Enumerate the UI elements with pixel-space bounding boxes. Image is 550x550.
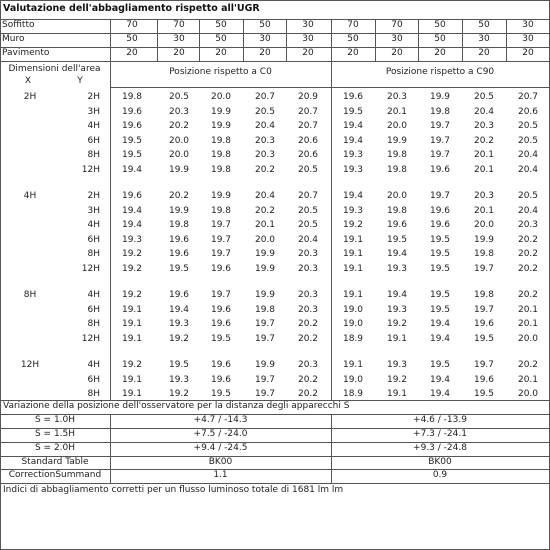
reflectance-value: 70	[126, 20, 138, 30]
reflectance-value: 70	[347, 20, 359, 30]
c90-value: 20.1	[386, 106, 408, 117]
row-y-label: 2H	[87, 92, 100, 102]
c0-value: 19.7	[210, 220, 232, 230]
c0-value: 20.5	[297, 164, 319, 175]
c0-value: 19.6	[168, 234, 190, 245]
grid-line	[462, 19, 463, 61]
reflectance-value: 50	[434, 34, 446, 44]
reflectance-value: 20	[259, 48, 271, 58]
group-x-label: 2H	[23, 92, 37, 102]
c90-value: 19.9	[429, 92, 451, 102]
c0-value: 20.5	[254, 106, 276, 117]
c0-value: 20.2	[297, 389, 319, 399]
reflectance-value: 30	[259, 34, 271, 44]
c0-value: 20.3	[168, 106, 190, 117]
reflectance-label-soffitto: Soffitto	[2, 20, 35, 30]
c90-value: 19.3	[342, 205, 364, 216]
c0-value: 20.3	[254, 150, 276, 160]
dimensions-header: Dimensioni dell'area	[8, 64, 101, 74]
row-y-label: 4H	[87, 220, 100, 230]
c0-value: 20.2	[297, 319, 319, 329]
c0-value: 19.6	[121, 191, 143, 201]
reflectance-value: 30	[391, 34, 403, 44]
c90-value: 19.1	[342, 360, 364, 370]
grid-line	[243, 19, 244, 61]
c90-value: 19.1	[342, 290, 364, 300]
c90-value: 19.5	[473, 333, 495, 344]
row-y-label: 3H	[87, 106, 100, 117]
c90-value: 20.5	[517, 135, 539, 146]
c0-value: 19.9	[210, 106, 232, 117]
c90-value: 19.8	[386, 205, 408, 216]
c90-value: 19.8	[473, 249, 495, 259]
variation-label: S = 1.5H	[34, 429, 76, 439]
c90-value: 19.4	[342, 135, 364, 146]
correction-c0: 1.1	[213, 470, 228, 480]
group-x-label: 8H	[23, 290, 37, 300]
row-y-label: 12H	[81, 333, 100, 344]
c90-value: 19.1	[342, 234, 364, 245]
c0-value: 20.4	[254, 121, 276, 131]
c0-value: 19.6	[121, 106, 143, 117]
footer-note: Indici di abbagliamento corretti per un flusso luminoso totale di 1681 lm lm	[3, 485, 344, 495]
grid-line	[506, 19, 507, 61]
c0-value: 19.8	[210, 205, 232, 216]
c90-value: 19.3	[342, 164, 364, 175]
c0-value: 19.9	[254, 263, 276, 274]
c90-value: 19.5	[429, 234, 451, 245]
c90-value: 19.6	[429, 220, 451, 230]
c0-value: 19.5	[168, 360, 190, 370]
c0-value: 20.2	[168, 191, 190, 201]
reflectance-value: 30	[173, 34, 185, 44]
c90-value: 19.9	[386, 135, 408, 146]
c0-value: 19.7	[254, 319, 276, 329]
c90-value: 19.4	[342, 191, 364, 201]
c0-value: 20.3	[297, 263, 319, 274]
c90-value: 20.0	[386, 191, 408, 201]
grid-line	[110, 87, 549, 88]
c0-value: 19.6	[210, 304, 232, 315]
c0-value: 20.4	[297, 234, 319, 245]
reflectance-value: 50	[215, 20, 227, 30]
reflectance-value: 20	[522, 48, 534, 58]
c90-value: 19.8	[386, 150, 408, 160]
c90-value: 19.5	[386, 234, 408, 245]
c0-value: 20.7	[297, 191, 319, 201]
c90-value: 18.9	[342, 333, 364, 344]
c90-value: 20.2	[473, 135, 495, 146]
c0-value: 19.2	[121, 290, 143, 300]
row-y-label: 8H	[87, 319, 100, 329]
c0-value: 19.8	[210, 164, 232, 175]
c90-value: 20.4	[517, 205, 539, 216]
c0-value: 20.7	[297, 106, 319, 117]
c0-value: 19.9	[168, 205, 190, 216]
c0-value: 20.3	[297, 304, 319, 315]
c0-value: 19.9	[210, 121, 232, 131]
reflectance-value: 20	[391, 48, 403, 58]
c0-value: 20.5	[168, 92, 190, 102]
c0-value: 20.5	[297, 205, 319, 216]
c0-value: 19.2	[168, 389, 190, 399]
reflectance-value: 20	[302, 48, 314, 58]
c90-value: 20.2	[517, 263, 539, 274]
c0-value: 19.9	[254, 290, 276, 300]
grid-line	[375, 19, 376, 61]
c90-value: 20.3	[473, 191, 495, 201]
c0-value: 19.7	[254, 374, 276, 385]
c90-value: 20.1	[473, 150, 495, 160]
grid-line	[286, 19, 287, 61]
variation-c90: +4.6 / -13.9	[413, 415, 467, 425]
c90-value: 19.2	[386, 374, 408, 385]
c90-value: 19.2	[342, 220, 364, 230]
c90-value: 20.1	[473, 205, 495, 216]
row-y-label: 4H	[87, 360, 100, 370]
c90-value: 19.4	[429, 333, 451, 344]
c0-value: 20.5	[297, 220, 319, 230]
c0-value: 19.1	[121, 333, 143, 344]
c0-value: 19.5	[121, 150, 143, 160]
c0-value: 20.3	[297, 290, 319, 300]
c0-value: 19.4	[121, 164, 143, 175]
c90-value: 19.4	[386, 249, 408, 259]
row-y-label: 6H	[87, 374, 100, 385]
c90-header: Posizione rispetto a C90	[385, 67, 495, 77]
c0-value: 19.6	[121, 121, 143, 131]
reflectance-label-pavimento: Pavimento	[2, 48, 50, 58]
c90-value: 19.1	[342, 249, 364, 259]
c0-value: 20.6	[297, 135, 319, 146]
variation-label: S = 1.0H	[34, 415, 76, 425]
c0-value: 20.7	[254, 92, 276, 102]
c90-value: 20.4	[473, 106, 495, 117]
grid-line	[157, 19, 158, 61]
c0-value: 20.2	[297, 374, 319, 385]
reflectance-value: 50	[347, 34, 359, 44]
c90-value: 19.7	[429, 121, 451, 131]
row-y-label: 12H	[81, 263, 100, 274]
c0-value: 19.1	[121, 304, 143, 315]
reflectance-value: 50	[478, 20, 490, 30]
c90-value: 19.5	[429, 249, 451, 259]
c0-value: 19.2	[121, 263, 143, 274]
reflectance-value: 30	[522, 34, 534, 44]
c0-value: 20.3	[254, 135, 276, 146]
c0-value: 20.4	[254, 191, 276, 201]
reflectance-value: 70	[173, 20, 185, 30]
variation-c0: +9.4 / -24.5	[193, 443, 248, 453]
c90-value: 19.2	[386, 319, 408, 329]
grid-line	[418, 19, 419, 61]
c90-value: 18.9	[342, 389, 364, 399]
c90-value: 19.0	[342, 304, 364, 315]
reflectance-value: 20	[434, 48, 446, 58]
c0-value: 19.9	[210, 191, 232, 201]
reflectance-value: 20	[173, 48, 185, 58]
reflectance-value: 30	[302, 34, 314, 44]
c90-value: 19.1	[386, 389, 408, 399]
c0-value: 19.5	[210, 333, 232, 344]
c90-value: 19.7	[473, 263, 495, 274]
c0-value: 19.6	[210, 360, 232, 370]
c0-value: 20.3	[297, 360, 319, 370]
c90-value: 20.3	[517, 220, 539, 230]
c0-value: 20.0	[168, 135, 190, 146]
c90-value: 19.3	[342, 150, 364, 160]
c0-value: 19.2	[121, 249, 143, 259]
c0-value: 19.9	[254, 249, 276, 259]
reflectance-value: 20	[478, 48, 490, 58]
c90-value: 20.5	[517, 121, 539, 131]
c90-value: 20.1	[473, 164, 495, 175]
c90-value: 19.6	[342, 92, 364, 102]
row-y-label: 6H	[87, 234, 100, 245]
c0-value: 19.8	[254, 304, 276, 315]
grid-line	[110, 61, 111, 400]
standard-table-c90: BK00	[428, 457, 452, 467]
c90-value: 20.2	[517, 249, 539, 259]
row-y-label: 3H	[87, 205, 100, 216]
c0-value: 19.1	[121, 389, 143, 399]
c0-value: 20.7	[297, 121, 319, 131]
c90-value: 19.5	[429, 360, 451, 370]
reflectance-value: 30	[522, 20, 534, 30]
c0-value: 19.8	[168, 220, 190, 230]
c90-value: 19.7	[473, 360, 495, 370]
grid-line	[331, 61, 332, 400]
c0-value: 19.3	[121, 234, 143, 245]
c0-value: 19.3	[168, 319, 190, 329]
c90-value: 19.0	[342, 374, 364, 385]
c0-value: 19.8	[210, 135, 232, 146]
c90-value: 19.5	[429, 263, 451, 274]
c90-value: 19.4	[429, 389, 451, 399]
c0-value: 20.0	[210, 92, 232, 102]
reflectance-value: 50	[434, 20, 446, 30]
c90-value: 20.7	[517, 92, 539, 102]
c0-value: 19.9	[254, 360, 276, 370]
c90-value: 20.2	[517, 290, 539, 300]
row-y-label: 6H	[87, 304, 100, 315]
c90-value: 20.0	[517, 333, 539, 344]
c90-value: 20.5	[517, 191, 539, 201]
reflectance-value: 20	[126, 48, 138, 58]
c0-value: 19.6	[210, 374, 232, 385]
c90-value: 19.7	[473, 304, 495, 315]
c0-value: 19.7	[210, 234, 232, 245]
c0-value: 19.5	[121, 135, 143, 146]
c90-value: 20.3	[473, 121, 495, 131]
c90-value: 20.5	[473, 92, 495, 102]
c90-value: 19.7	[429, 191, 451, 201]
c0-value: 20.0	[254, 234, 276, 245]
variation-c0: +7.5 / -24.0	[193, 429, 248, 439]
c90-value: 19.7	[429, 135, 451, 146]
c90-value: 19.5	[342, 106, 364, 117]
c0-value: 19.6	[168, 290, 190, 300]
c90-value: 19.4	[342, 121, 364, 131]
reflectance-value: 70	[391, 20, 403, 30]
c90-value: 19.5	[473, 389, 495, 399]
variation-c90: +7.3 / -24.1	[413, 429, 467, 439]
variation-c0: +4.7 / -14.3	[193, 415, 248, 425]
c90-value: 19.3	[386, 263, 408, 274]
c0-value: 19.1	[121, 319, 143, 329]
c0-value: 19.6	[168, 249, 190, 259]
standard-table-label: Standard Table	[21, 457, 89, 467]
c90-value: 19.6	[473, 374, 495, 385]
c90-value: 19.4	[429, 374, 451, 385]
reflectance-value: 50	[126, 34, 138, 44]
c90-value: 20.1	[517, 319, 539, 329]
c90-value: 19.3	[386, 304, 408, 315]
c0-value: 20.1	[254, 220, 276, 230]
c90-value: 19.8	[386, 164, 408, 175]
c0-value: 20.2	[297, 333, 319, 344]
c0-header: Posizione rispetto a C0	[169, 67, 272, 77]
reflectance-value: 20	[347, 48, 359, 58]
c0-value: 20.9	[297, 92, 319, 102]
c90-value: 19.3	[386, 360, 408, 370]
c90-value: 19.4	[386, 290, 408, 300]
c0-value: 19.2	[121, 360, 143, 370]
row-y-label: 12H	[81, 164, 100, 175]
c0-value: 19.6	[210, 319, 232, 329]
c90-value: 19.1	[342, 263, 364, 274]
c0-value: 19.2	[168, 333, 190, 344]
variation-title: Variazione della posizione dell'osservatore per la distanza degli apparecchi S	[3, 401, 350, 411]
reflectance-value: 20	[215, 48, 227, 58]
reflectance-label-muro: Muro	[2, 34, 25, 44]
grid-line	[110, 414, 111, 483]
c0-value: 19.1	[121, 374, 143, 385]
c0-value: 19.7	[254, 333, 276, 344]
variation-label: S = 2.0H	[34, 443, 76, 453]
c90-value: 20.0	[473, 220, 495, 230]
c90-value: 20.1	[517, 304, 539, 315]
c90-value: 20.4	[517, 164, 539, 175]
row-y-label: 6H	[87, 135, 100, 146]
c90-value: 19.6	[429, 205, 451, 216]
c90-value: 20.3	[386, 92, 408, 102]
table-title: Valutazione dell'abbagliamento rispetto all'UGR	[3, 3, 260, 14]
c90-value: 20.4	[517, 150, 539, 160]
row-y-label: 8H	[87, 150, 100, 160]
grid-line	[331, 19, 332, 61]
c90-value: 19.5	[429, 290, 451, 300]
c90-value: 19.9	[473, 234, 495, 245]
c90-value: 20.2	[517, 234, 539, 245]
c90-value: 20.0	[517, 389, 539, 399]
grid-line	[0, 61, 549, 62]
group-x-label: 4H	[23, 191, 37, 201]
grid-line	[199, 19, 200, 61]
reflectance-value: 50	[215, 34, 227, 44]
c90-value: 20.2	[517, 360, 539, 370]
c90-value: 19.6	[386, 220, 408, 230]
c90-value: 19.8	[473, 290, 495, 300]
grid-line	[0, 483, 549, 484]
x-label: X	[24, 76, 32, 86]
row-y-label: 4H	[87, 290, 100, 300]
reflectance-value: 50	[259, 20, 271, 30]
c0-value: 20.3	[297, 249, 319, 259]
c0-value: 19.8	[210, 150, 232, 160]
variation-c90: +9.3 / -24.8	[413, 443, 467, 453]
c90-value: 19.8	[429, 106, 451, 117]
y-label: Y	[77, 76, 83, 86]
c0-value: 19.3	[168, 374, 190, 385]
c0-value: 19.7	[210, 249, 232, 259]
c90-value: 19.7	[429, 150, 451, 160]
c0-value: 19.7	[210, 290, 232, 300]
c0-value: 19.9	[168, 164, 190, 175]
c0-value: 19.6	[210, 263, 232, 274]
c90-value: 19.4	[429, 319, 451, 329]
row-y-label: 2H	[87, 191, 100, 201]
standard-table-c0: BK00	[208, 457, 233, 467]
c0-value: 20.6	[297, 150, 319, 160]
c0-value: 19.8	[121, 92, 143, 102]
c0-value: 19.4	[121, 205, 143, 216]
c90-value: 19.1	[386, 333, 408, 344]
c90-value: 19.5	[429, 304, 451, 315]
correction-c90: 0.9	[432, 470, 448, 480]
c90-value: 19.6	[473, 319, 495, 329]
c90-value: 19.6	[429, 164, 451, 175]
correction-label: CorrectionSummand	[8, 470, 102, 480]
reflectance-value: 30	[302, 20, 314, 30]
c0-value: 20.2	[168, 121, 190, 131]
c0-value: 19.5	[210, 389, 232, 399]
c0-value: 19.5	[168, 263, 190, 274]
c0-value: 19.7	[254, 389, 276, 399]
c0-value: 20.2	[254, 205, 276, 216]
c0-value: 19.4	[168, 304, 190, 315]
row-y-label: 8H	[87, 389, 100, 399]
c0-value: 20.2	[254, 164, 276, 175]
group-x-label: 12H	[20, 360, 40, 370]
c0-value: 20.0	[168, 150, 190, 160]
c90-value: 20.6	[517, 106, 539, 117]
c0-value: 19.4	[121, 220, 143, 230]
grid-line	[110, 19, 111, 61]
c90-value: 20.1	[517, 374, 539, 385]
grid-line	[331, 414, 332, 483]
reflectance-value: 30	[478, 34, 490, 44]
c90-value: 20.0	[386, 121, 408, 131]
row-y-label: 8H	[87, 249, 100, 259]
c90-value: 19.0	[342, 319, 364, 329]
row-y-label: 4H	[87, 121, 100, 131]
